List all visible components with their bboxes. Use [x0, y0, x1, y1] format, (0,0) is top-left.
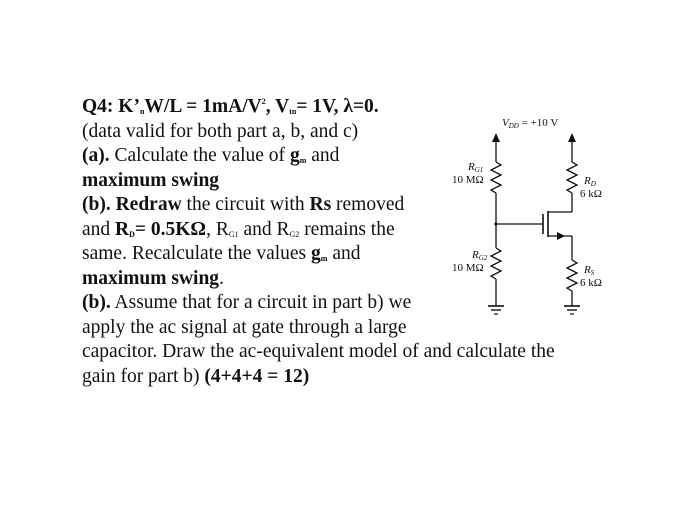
circuit-diagram [440, 100, 620, 340]
part-a-line: (a). Calculate the value of $g_m$ and [82, 145, 340, 166]
left-vdd-arrow [492, 133, 500, 142]
part-b-rd-line: and $R_D= 0.5K\Omega$, $R_{G1}$ and $R_{G2}$ remains the [82, 218, 395, 240]
rd-value: 6 kΩ [580, 188, 602, 200]
source-arrow [557, 232, 565, 240]
rg2-value: 10 MΩ [452, 262, 484, 274]
rg2-label: RG2 [472, 249, 488, 262]
rd-label: RD [584, 175, 596, 188]
part-b-recalc-line: same. Recalculate the values $g_m$ and [82, 243, 361, 264]
right-vdd-arrow [568, 133, 576, 142]
part-c-gain-line: gain for part b) (4+4+4 = 12) [82, 365, 310, 387]
rs-value: 6 kΩ [580, 277, 602, 289]
part-c-line-3: capacitor. Draw the ac-equivalent model of and calculate the [82, 341, 555, 362]
rd-resistor [567, 162, 577, 193]
rs-label: RS [584, 264, 595, 277]
rs-resistor [567, 260, 577, 291]
rg1-value: 10 MΩ [452, 174, 484, 186]
part-c-line: (b). Assume that for a circuit in part b) we [82, 292, 412, 313]
vdd-label: VDD = +10 V [502, 117, 559, 130]
part-b-line: (b). Redraw the circuit with Rs removed [82, 194, 405, 215]
part-a-swing: maximum swing [82, 169, 220, 191]
rg1-label: RG1 [468, 161, 484, 174]
right-ground [564, 306, 580, 314]
left-ground [488, 306, 504, 314]
data-note: (data valid for both part a, b, and c) [82, 120, 359, 142]
part-c-line-2: apply the ac signal at gate through a large [82, 316, 407, 338]
rg2-resistor [491, 248, 501, 279]
part-b-swing: maximum swing. [82, 267, 224, 289]
rg1-resistor [491, 162, 501, 193]
question-title: Q4: $K’_nW/L = 1mA/V^2$, $V_{tn}= 1V$, λ=0. [82, 96, 379, 117]
